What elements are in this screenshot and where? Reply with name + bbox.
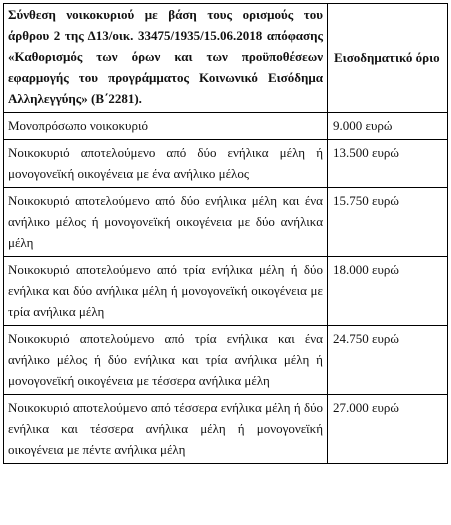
row-household-composition: Νοικοκυριό αποτελούμενο από τρία ενήλικα μέλη ή δύο ενήλικα και δύο ανήλικα μέλη ή μονογονεϊκή οικογένεια με τρία ανήλικα μέλη [4, 257, 328, 326]
row-income-limit: 27.000 ευρώ [328, 395, 448, 464]
row-income-limit: 24.750 ευρώ [328, 326, 448, 395]
row-income-limit: 13.500 ευρώ [328, 140, 448, 188]
header-income-limit: Εισοδηματικό όριο [328, 4, 448, 113]
row-income-limit: 18.000 ευρώ [328, 257, 448, 326]
table-row [4, 140, 448, 188]
row-household-composition: Νοικοκυριό αποτελούμενο από δύο ενήλικα μέλη και ένα ανήλικο μέλος ή μονογονεϊκή οικογένεια με δύο ανήλικα μέλη [4, 188, 328, 257]
row-household-composition: Νοικοκυριό αποτελούμενο από δύο ενήλικα μέλη ή μονογονεϊκή οικογένεια με ένα ανήλικο μέλος [4, 140, 328, 188]
income-limits-table [3, 3, 448, 464]
table-header-row [4, 4, 448, 113]
header-household-composition: Σύνθεση νοικοκυριού με βάση τους ορισμούς του άρθρου 2 της Δ13/οικ. 33475/1935/15.06.2018 απόφασης «Καθορισμός των όρων και των προϋποθέσεων εφαρμογής του προγράμματος Κοινωνικό Εισόδημα Αλληλεγγύης» (Β΄2281). [4, 4, 328, 113]
row-income-limit: 15.750 ευρώ [328, 188, 448, 257]
row-household-composition: Μονοπρόσωπο νοικοκυριό [4, 113, 328, 140]
table-row [4, 257, 448, 326]
table-row [4, 113, 448, 140]
table-row [4, 395, 448, 464]
row-household-composition: Νοικοκυριό αποτελούμενο από τέσσερα ενήλικα μέλη ή δύο ενήλικα και τέσσερα ανήλικα μέλη ή μονογονεϊκή οικογένεια με πέντε ανήλικα μέλη [4, 395, 328, 464]
row-income-limit: 9.000 ευρώ [328, 113, 448, 140]
row-household-composition: Νοικοκυριό αποτελούμενο από τρία ενήλικα και ένα ανήλικο μέλος ή δύο ενήλικα και τρία ανήλικα μέλη ή μονογονεϊκή οικογένεια με τέσσερα ανήλικα μέλη [4, 326, 328, 395]
table-row [4, 188, 448, 257]
table-row [4, 326, 448, 395]
